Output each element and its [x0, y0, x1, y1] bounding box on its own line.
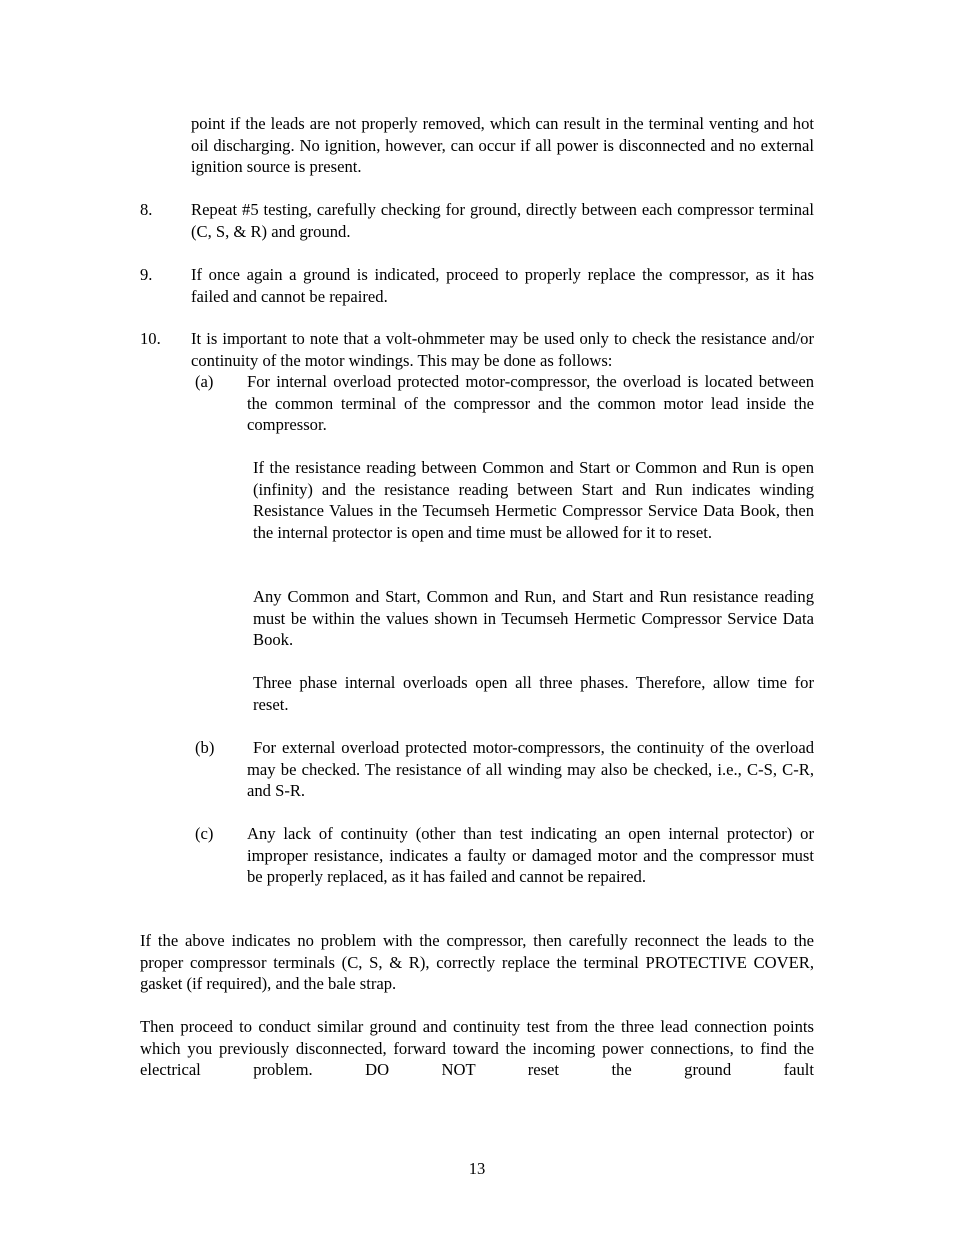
page-number: 13: [468, 1159, 486, 1178]
subitem-a-paragraph-1: If the resistance reading between Common and Start or Common and Run is open (infinity) and the resistance reading between Start and Run indicates winding Resistance Values in the Tecumseh Hermetic Compressor Service Data Book, then the internal protector is open and time must be allowed for it to reset.: [253, 458, 814, 542]
continuation-paragraph: point if the leads are not properly removed, which can result in the terminal venting and hot oil discharging. No ignition, however, can occur if all power is disconnected and no external ignition source is present.: [191, 114, 814, 177]
subitem-text-b: For external overload protected motor-compressors, the continuity of the overload may be checked. The resistance of all winding may also be checked, i.e., C-S, C-R, and S-R.: [247, 738, 814, 801]
subitem-text-a: For internal overload protected motor-compressor, the overload is located between the common terminal of the compressor and the common motor lead inside the compressor.: [247, 372, 814, 435]
subitem-a-paragraph-3: Three phase internal overloads open all three phases. Therefore, allow time for reset.: [253, 673, 814, 714]
item-text-10: It is important to note that a volt-ohmmeter may be used only to check the resistance and/or continuity of the motor windings. This may be done as follows:: [191, 329, 814, 370]
item-text-9: If once again a ground is indicated, proceed to properly replace the compressor, as it has failed and cannot be repaired.: [191, 265, 814, 306]
subitem-a-paragraph-2: Any Common and Start, Common and Run, and Start and Run resistance reading must be within the values shown in Tecumseh Hermetic Compressor Service Data Book.: [253, 587, 814, 650]
subitem-label-c: (c): [195, 824, 214, 843]
item-text-8: Repeat #5 testing, carefully checking for ground, directly between each compressor terminal (C, S, & R) and ground.: [191, 200, 814, 241]
closing-paragraph-1: If the above indicates no problem with the compressor, then carefully reconnect the leads to the proper compressor terminals (C, S, & R), correctly replace the terminal PROTECTIVE COVER, gasket (if required), and the bale strap.: [140, 931, 814, 994]
subitem-text-c: Any lack of continuity (other than test indicating an open internal protector) or improper resistance, indicates a faulty or damaged motor and the compressor must be properly replaced, as it has failed and cannot be repaired.: [247, 824, 814, 887]
item-number-10: 10.: [140, 329, 161, 348]
subitem-label-b: (b): [195, 738, 215, 757]
closing-paragraph-2: Then proceed to conduct similar ground and continuity test from the three lead connection points which you previously disconnected, forward toward the incoming power connections, to find the electrical problem. DO NOT reset the ground fault: [140, 1017, 814, 1080]
subitem-label-a: (a): [195, 372, 214, 391]
item-number-8: 8.: [140, 200, 153, 219]
item-number-9: 9.: [140, 265, 153, 284]
